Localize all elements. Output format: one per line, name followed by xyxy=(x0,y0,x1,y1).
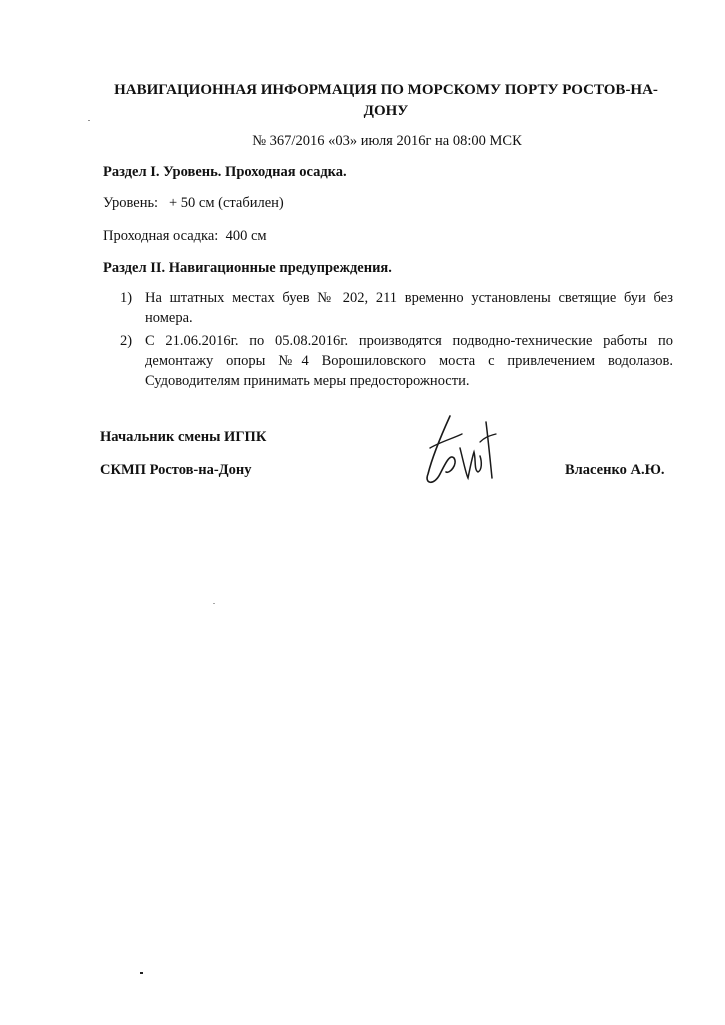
signatory-position-line2: СКМП Ростов-на-Дону xyxy=(100,462,252,478)
scan-speck xyxy=(88,120,90,121)
signatory-position-line1: Начальник смены ИГПК xyxy=(100,429,267,445)
level-line: Уровень: + 50 см (стабилен) xyxy=(103,195,284,211)
list-item xyxy=(120,288,673,328)
document-title: НАВИГАЦИОННАЯ ИНФОРМАЦИЯ ПО МОРСКОМУ ПОРТУ РОСТОВ-НА-ДОНУ xyxy=(114,82,658,119)
list-item-text: На штатных местах буев № 202, 211 временно установлены светящие буи без номера. xyxy=(145,290,673,326)
draft-line: Проходная осадка: 400 см xyxy=(103,228,267,244)
list-item-number: 2) xyxy=(120,333,133,349)
list-item-number: 1) xyxy=(120,290,133,306)
section-1-heading: Раздел I. Уровень. Проходная осадка. xyxy=(103,164,347,180)
scan-speck xyxy=(213,603,215,604)
scan-speck xyxy=(140,972,143,974)
signatory-name: Власенко А.Ю. xyxy=(565,462,665,478)
warnings-list xyxy=(120,288,673,394)
list-item xyxy=(120,331,673,391)
handwritten-signature xyxy=(410,408,510,488)
section-2-heading: Раздел II. Навигационные предупреждения. xyxy=(103,260,392,276)
document-number-date: № 367/2016 «03» июля 2016г на 08:00 МСК xyxy=(252,133,522,149)
list-item-text: С 21.06.2016г. по 05.08.2016г. производятся подводно-технические работы по демонтажу опоры №4 Ворошиловского моста с привлечением водолазов. Судоводителям принимать меры предосторожности. xyxy=(145,333,673,389)
